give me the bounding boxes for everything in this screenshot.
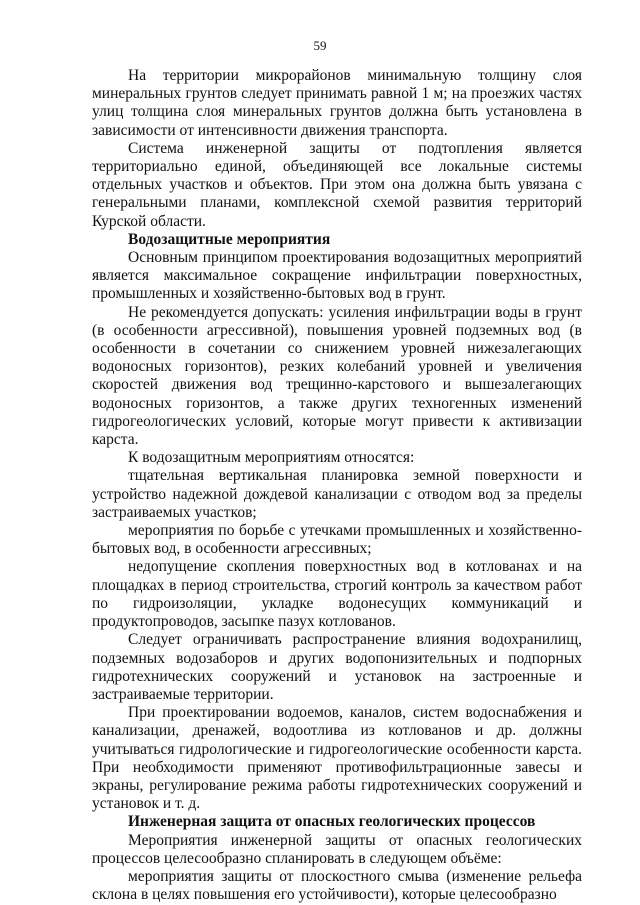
paragraph: Основным принципом проектирования водозащитных мероприятий является максимальное сокращение инфильтрации поверхностных, промышленных и хозяйственно-бытовых вод в грунт.	[92, 249, 582, 303]
paragraph: Не рекомендуется допускать: усиления инфильтрации воды в грунт (в особенности агрессивной), повышения уровней подземных вод (в особенности в сочетании со снижением уровней нижезалегающих водоносных горизонтов), резких колебаний уровней и увеличения скоростей движения вод трещинно-карстового и вышезалегающих водоносных горизонтов, а также других техногенных изменений гидрогеологических условий, которые могут привести к активизации карста.	[92, 303, 582, 449]
paragraph: При проектировании водоемов, каналов, систем водоснабжения и канализации, дренажей, водоотлива из котлованов и др. должны учитываться гидрологические и гидрогеологические особенности карста. При необходимости применяют противофильтрационные завесы и экраны, регулирование режима работы гидротехнических сооружений и установок и т. д.	[92, 704, 582, 813]
paragraph: мероприятия по борьбе с утечками промышленных и хозяйственно-бытовых вод, в особенности агрессивных;	[92, 522, 582, 558]
paragraph: тщательная вертикальная планировка земной поверхности и устройство надежной дождевой канализации с отводом вод за пределы застраиваемых участков;	[92, 467, 582, 521]
paragraph: К водозащитным мероприятиям относятся:	[128, 449, 415, 467]
section-heading: Инженерная защита от опасных геологических процессов	[128, 813, 536, 831]
paragraph: Система инженерной защиты от подтопления является территориально единой, объединяющей все локальные системы отдельных участков и объектов. При этом она должна быть увязана с генеральными планами, комплексной схемой развития территорий Курской области.	[92, 139, 582, 230]
paragraph: На территории микрорайонов минимальную толщину слоя минеральных грунтов следует принимать равной 1 м; на проезжих частях улиц толщина слоя минеральных грунтов должна быть установлена в зависимости от интенсивности движения транспорта.	[92, 67, 582, 139]
section-heading: Водозащитные мероприятия	[128, 230, 331, 248]
paragraph: мероприятия защиты от плоскостного смыва (изменение рельефа склона в целях повышения его устойчивости), которые целесообразно	[92, 867, 582, 904]
document-body	[92, 67, 582, 904]
paragraph: Следует ограничивать распространение влияния водохранилищ, подземных водозаборов и других водопонизительных и подпорных гидротехнических сооружений и установок на застроенные и застраиваемые территории.	[92, 631, 582, 703]
paragraph: Мероприятия инженерной защиты от опасных геологических процессов целесообразно спланировать в следующем объёме:	[92, 831, 582, 867]
paragraph: недопущение скопления поверхностных вод в котлованах и на площадках в период строительства, строгий контроль за качеством работ по гидроизоляции, укладке водонесущих коммуникаций и продуктопроводов, засыпке пазух котлованов.	[92, 558, 582, 631]
page-number: 59	[313, 38, 327, 53]
